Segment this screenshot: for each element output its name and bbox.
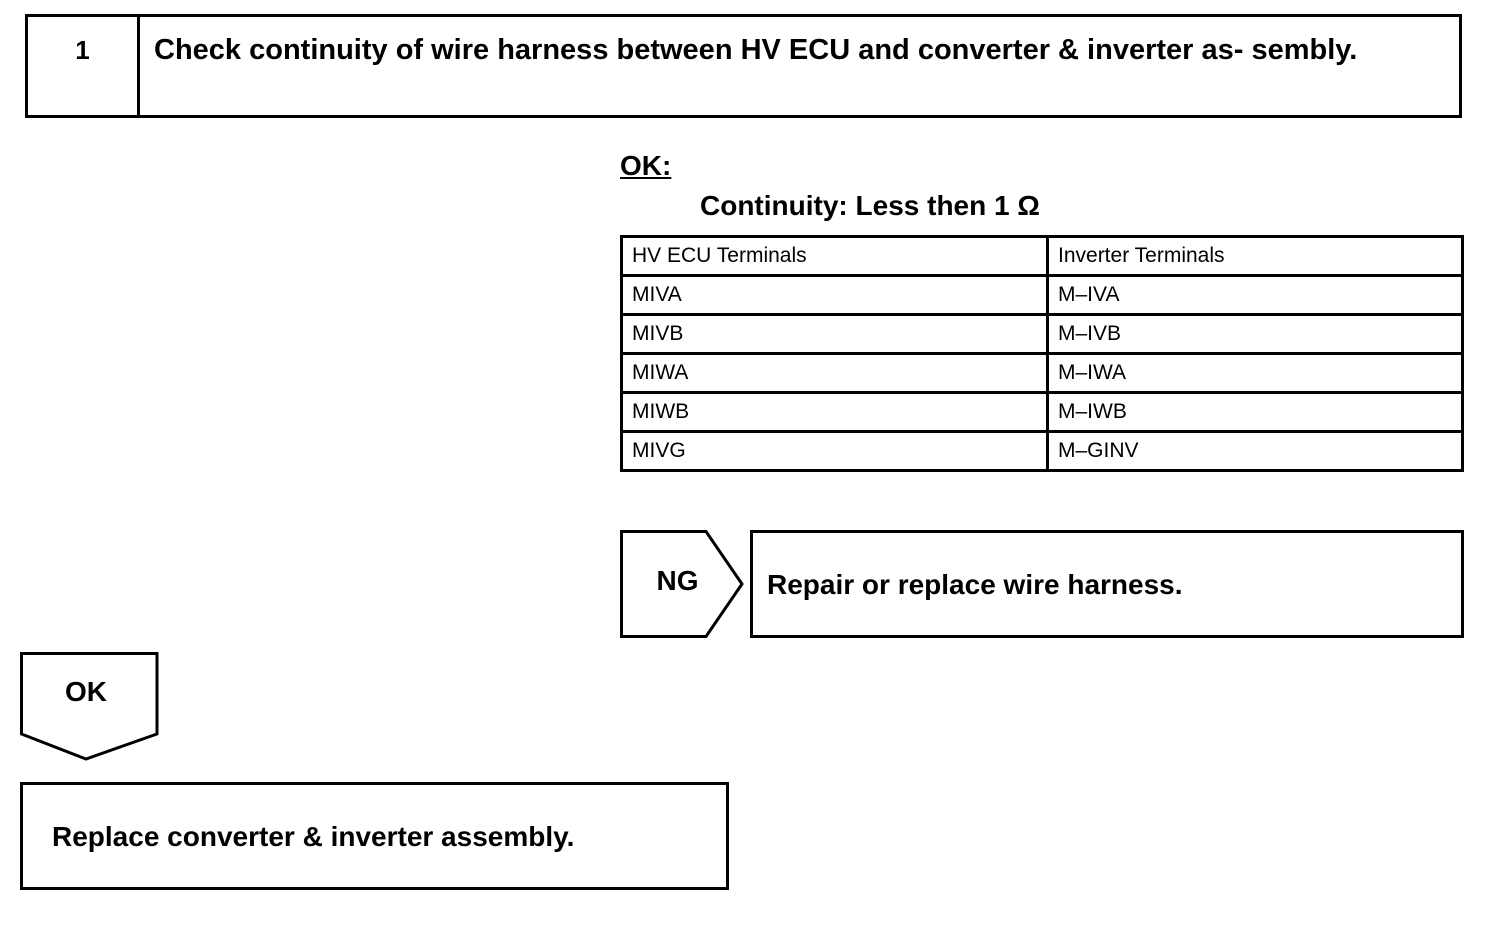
ng-action-box xyxy=(750,530,1464,638)
header-inverter: Inverter Terminals xyxy=(1048,237,1463,276)
cell-hv-ecu: MIWB xyxy=(622,393,1048,432)
ng-label: NG xyxy=(656,565,699,596)
cell-inverter: M–IWB xyxy=(1048,393,1463,432)
step-number: 1 xyxy=(28,17,140,115)
step-header xyxy=(25,14,1462,118)
cell-inverter: M–GINV xyxy=(1048,432,1463,471)
step-title: Check continuity of wire harness between HV ECU and converter & inverter as- sembly. xyxy=(154,34,1358,66)
table-header-row xyxy=(622,237,1463,276)
cell-hv-ecu: MIVG xyxy=(622,432,1048,471)
ok-label: OK xyxy=(65,676,107,707)
ng-action-text: Repair or replace wire harness. xyxy=(767,569,1183,600)
table-row xyxy=(622,354,1463,393)
table-row xyxy=(622,276,1463,315)
cell-hv-ecu: MIWA xyxy=(622,354,1048,393)
header-hv-ecu: HV ECU Terminals xyxy=(622,237,1048,276)
cell-hv-ecu: MIVB xyxy=(622,315,1048,354)
cell-hv-ecu: MIVA xyxy=(622,276,1048,315)
ok-action-text: Replace converter & inverter assembly. xyxy=(52,821,575,852)
ok-action-box xyxy=(20,782,729,890)
terminal-table xyxy=(620,235,1464,472)
table-row xyxy=(622,315,1463,354)
cell-inverter: M–IWA xyxy=(1048,354,1463,393)
table-row xyxy=(622,432,1463,471)
cell-inverter: M–IVB xyxy=(1048,315,1463,354)
cell-inverter: M–IVA xyxy=(1048,276,1463,315)
ok-heading: OK: xyxy=(620,150,672,181)
continuity-spec: Continuity: Less then 1 Ω xyxy=(700,190,1040,221)
table-row xyxy=(622,393,1463,432)
